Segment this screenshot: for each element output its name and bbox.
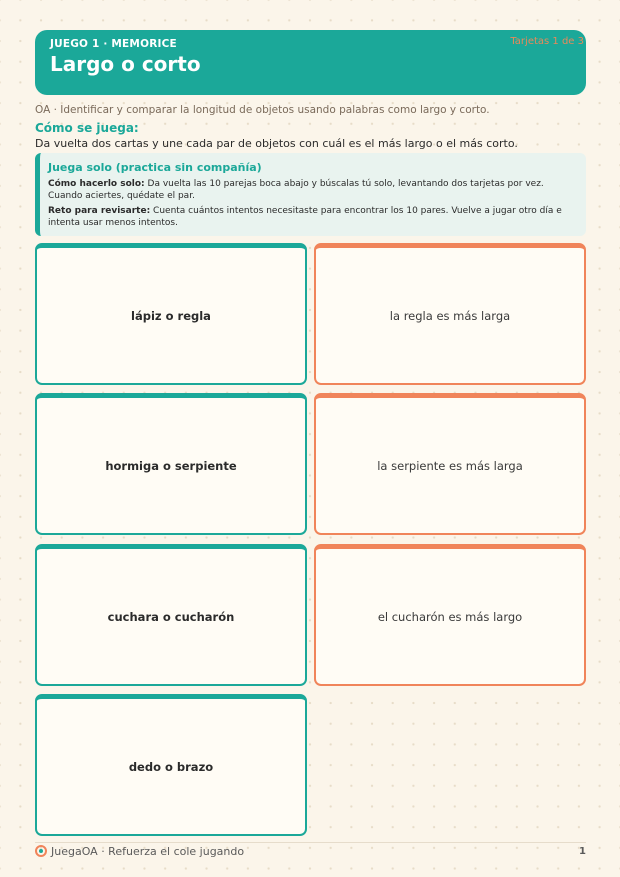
page-title: Largo o corto	[50, 52, 201, 76]
howto-text: Da vuelta dos cartas y une cada par de objetos con cuál es el más largo o el más corto.	[35, 137, 518, 150]
solo-challenge-text: Cuenta cuántos intentos necesitaste para encontrar los 10 pares. Vuelve a jugar otro día e intenta usar menos intentos.	[48, 206, 562, 228]
answer-card: la serpiente es más larga	[314, 393, 586, 535]
answer-card: el cucharón es más largo	[314, 544, 586, 686]
brand-logo-icon	[35, 845, 47, 857]
learning-objective: OA · Identificar y comparar la longitud de objetos usando palabras como largo y corto.	[35, 104, 490, 116]
game-kicker: JUEGO 1 · MEMORICE	[50, 38, 177, 50]
question-card: cuchara o cucharón	[35, 544, 307, 686]
solo-title: Juega solo (practica sin compañía)	[48, 161, 262, 174]
solo-instructions	[48, 178, 574, 202]
answer-card: la regla es más larga	[314, 243, 586, 385]
solo-instructions-label: Cómo hacerlo solo:	[48, 179, 145, 189]
solo-instructions-text: Da vuelta las 10 parejas boca abajo y búscalas tú solo, levantando dos tarjetas por vez. Cuando aciertes, quédate el par.	[48, 179, 544, 201]
solo-play-box	[35, 153, 586, 236]
footer	[35, 843, 586, 859]
footer-brand: JuegaOA · Refuerza el cole jugando	[51, 844, 245, 858]
question-card: dedo o brazo	[35, 694, 307, 836]
question-card: hormiga o serpiente	[35, 393, 307, 535]
page-number: 1	[579, 845, 586, 857]
page-info: Tarjetas 1 de 3	[510, 36, 584, 47]
solo-challenge-label: Reto para revisarte:	[48, 206, 151, 216]
question-card: lápiz o regla	[35, 243, 307, 385]
header-banner	[35, 30, 586, 95]
solo-challenge	[48, 205, 574, 229]
howto-title: Cómo se juega:	[35, 121, 139, 135]
